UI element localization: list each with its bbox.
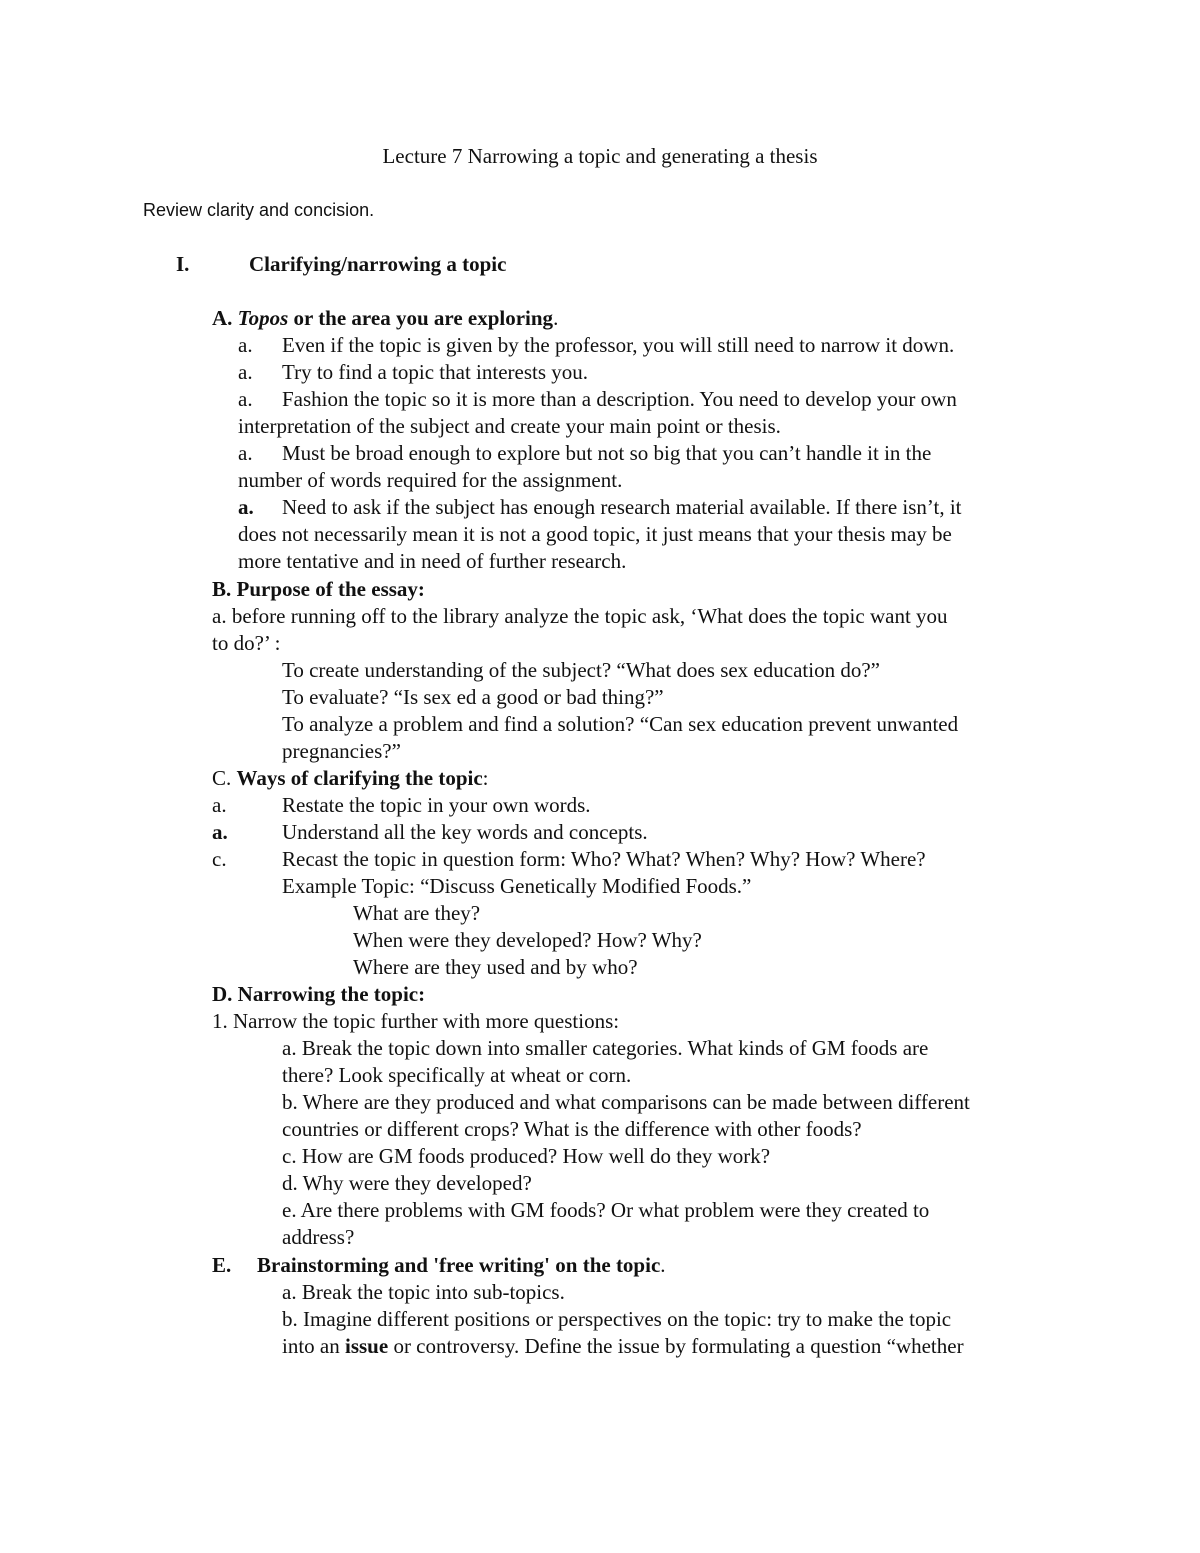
- narrow-line: e. Are there problems with GM foods? Or what problem were they created to: [282, 1198, 930, 1222]
- section-i-heading: Clarifying/narrowing a topic: [249, 252, 507, 276]
- purpose-line: To evaluate? “Is sex ed a good or bad thing?”: [282, 685, 664, 709]
- purpose-line: To create understanding of the subject? “What does sex education do?”: [282, 658, 880, 682]
- list-marker: a.: [212, 820, 228, 844]
- section-i: [176, 251, 189, 278]
- subsection-d-heading: D. Narrowing the topic:: [212, 982, 426, 1006]
- example-question: Where are they used and by who?: [353, 955, 638, 979]
- subsection-c-heading: C. Ways of clarifying the topic:: [212, 766, 489, 790]
- list-item: Try to find a topic that interests you.: [282, 360, 589, 384]
- narrow-line: a. Break the topic down into smaller categories. What kinds of GM foods are: [282, 1036, 929, 1060]
- list-item: Need to ask if the subject has enough research material available. If there isn’t, it: [282, 495, 962, 519]
- example-topic: Example Topic: “Discuss Genetically Modified Foods.”: [282, 874, 752, 898]
- list-item: Restate the topic in your own words.: [282, 793, 591, 817]
- paragraph-line: to do?’ :: [212, 631, 281, 655]
- brainstorm-line: into an issue or controversy. Define the issue by formulating a question “whether: [282, 1334, 964, 1358]
- subsection-e-letter: E.: [212, 1253, 232, 1277]
- list-item: Understand all the key words and concepts.: [282, 820, 648, 844]
- narrow-line: countries or different crops? What is the difference with other foods?: [282, 1117, 862, 1141]
- example-question: What are they?: [353, 901, 481, 925]
- list-item-continued: more tentative and in need of further research.: [238, 549, 627, 573]
- list-item-continued: does not necessarily mean it is not a good topic, it just means that your thesis may be: [238, 522, 952, 546]
- list-item: Must be broad enough to explore but not so big that you can’t handle it in the: [282, 441, 932, 465]
- narrow-line: b. Where are they produced and what comparisons can be made between different: [282, 1090, 970, 1114]
- list-item: Recast the topic in question form: Who? What? When? Why? How? Where?: [282, 847, 926, 871]
- page-title: Lecture 7 Narrowing a topic and generating a thesis: [382, 144, 818, 168]
- narrow-line: there? Look specifically at wheat or corn.: [282, 1063, 632, 1087]
- section-numeral: I.: [176, 252, 190, 276]
- purpose-line: pregnancies?”: [282, 739, 401, 763]
- list-marker: c.: [212, 847, 227, 871]
- narrow-line: c. How are GM foods produced? How well do they work?: [282, 1144, 771, 1168]
- purpose-line: To analyze a problem and find a solution? “Can sex education prevent unwanted: [282, 712, 959, 736]
- brainstorm-line: a. Break the topic into sub-topics.: [282, 1280, 565, 1304]
- list-item: Even if the topic is given by the professor, you will still need to narrow it down.: [282, 333, 955, 357]
- list-marker: a.: [238, 333, 253, 357]
- subsection-e-heading: Brainstorming and 'free writing' on the topic.: [257, 1253, 666, 1277]
- list-item-continued: interpretation of the subject and create your main point or thesis.: [238, 414, 781, 438]
- list-marker: a.: [238, 441, 253, 465]
- list-marker: a.: [238, 495, 254, 519]
- list-marker: a.: [238, 387, 253, 411]
- list-item: Fashion the topic so it is more than a description. You need to develop your own: [282, 387, 957, 411]
- list-marker: a.: [238, 360, 253, 384]
- subsection-b-heading: B. Purpose of the essay:: [212, 577, 425, 601]
- review-note: Review clarity and concision.: [143, 200, 375, 220]
- narrow-line: d. Why were they developed?: [282, 1171, 532, 1195]
- paragraph-line: 1. Narrow the topic further with more questions:: [212, 1009, 620, 1033]
- list-marker: a.: [212, 793, 227, 817]
- example-question: When were they developed? How? Why?: [353, 928, 702, 952]
- brainstorm-line: b. Imagine different positions or perspectives on the topic: try to make the topic: [282, 1307, 952, 1331]
- list-item-continued: number of words required for the assignment.: [238, 468, 623, 492]
- paragraph-line: a. before running off to the library analyze the topic ask, ‘What does the topic want you: [212, 604, 948, 628]
- subsection-a-heading: A. Topos or the area you are exploring.: [212, 306, 559, 330]
- narrow-line: address?: [282, 1225, 355, 1249]
